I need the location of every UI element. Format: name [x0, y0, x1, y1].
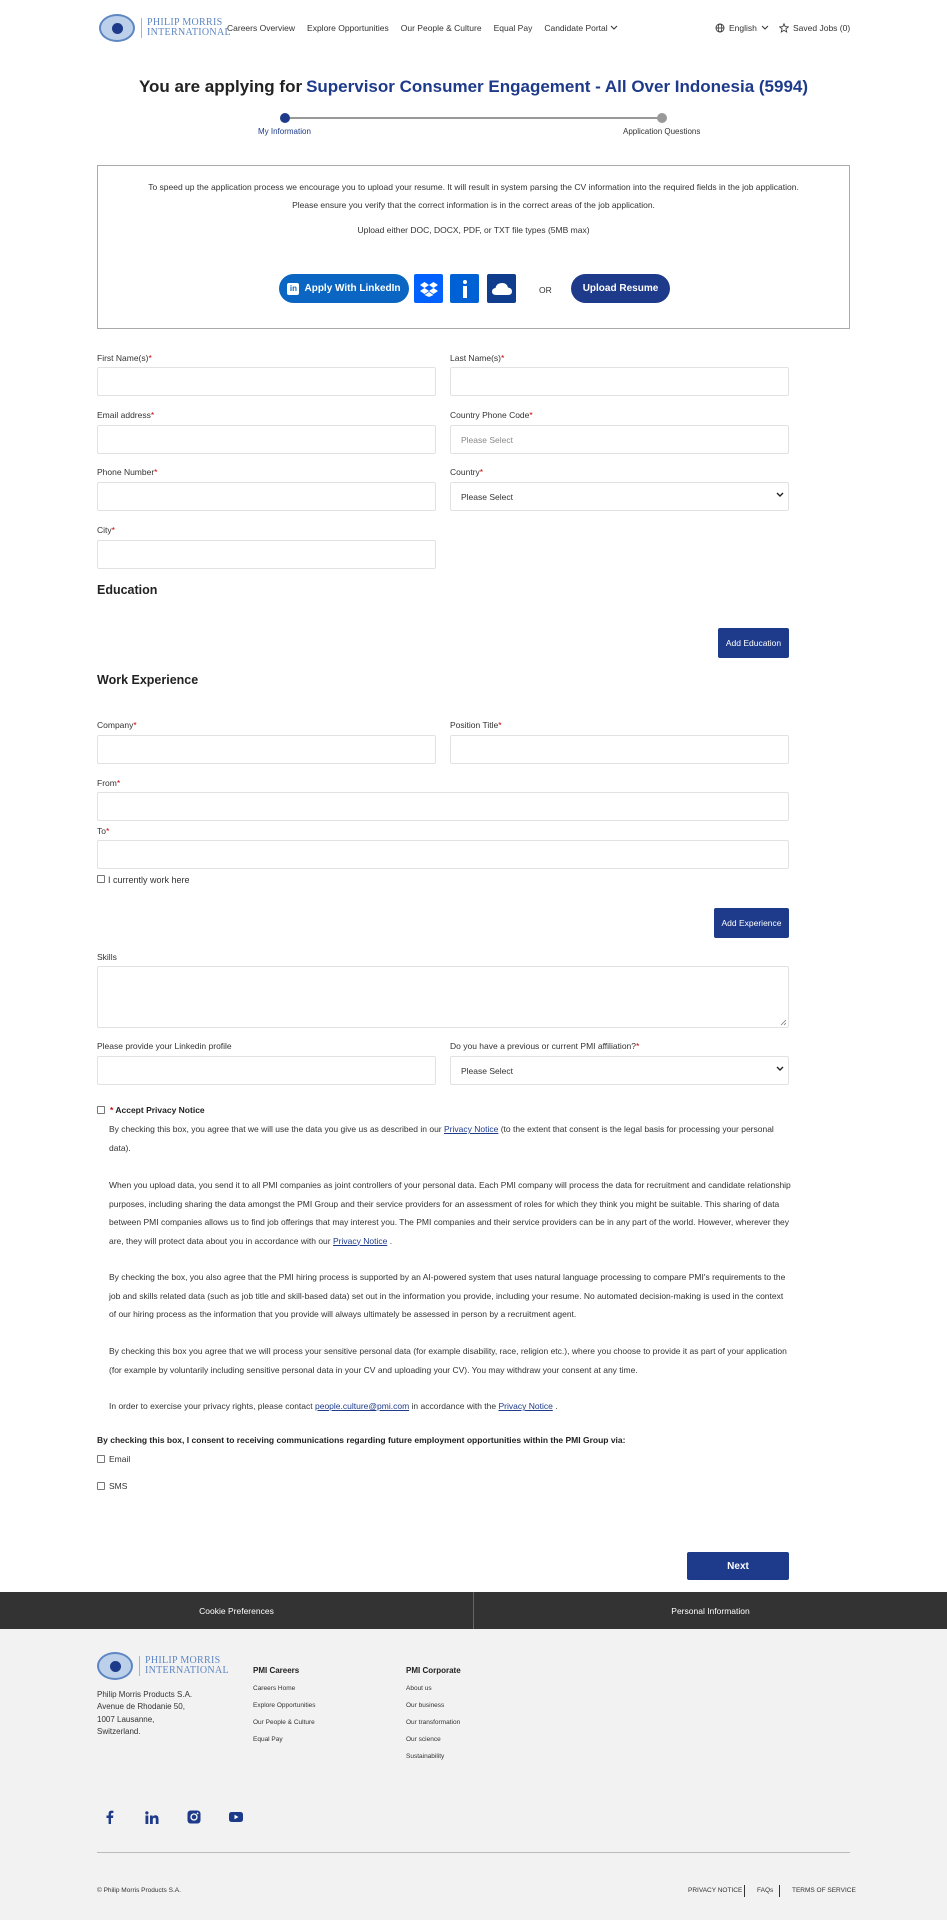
footer-link-our-business[interactable]: Our business [406, 1702, 445, 1709]
linkedin-icon: in [287, 283, 299, 295]
privacy-paragraph-3: By checking the box, you also agree that the PMI hiring process is supported by an AI-powered system that uses natural language processing to compare PMI's requirements to the job and skills related data (such as job title and skill-based data) set out in the information you provide, including your resume. No automated decision-making is used in the context of our hiring process as the information that you provide will always ultimately be assessed in person by a recruitment agent. [109, 1272, 786, 1319]
phone-input[interactable] [97, 482, 436, 511]
country-label: Country* [450, 467, 484, 477]
linkedin-icon [145, 1811, 159, 1824]
nav-careers-overview[interactable]: Careers Overview [227, 23, 296, 33]
footer-link-careers-home[interactable]: Careers Home [253, 1685, 296, 1692]
linkedin-profile-input[interactable] [97, 1056, 436, 1085]
box-button[interactable] [450, 274, 479, 303]
saved-jobs-link[interactable]: Saved Jobs (0) [779, 23, 850, 33]
logo-text: PHILIP MORRIS INTERNATIONAL [139, 1656, 229, 1676]
youtube-link[interactable] [228, 1809, 244, 1825]
footer-link-people-culture[interactable]: Our People & Culture [253, 1719, 315, 1726]
instagram-link[interactable] [186, 1809, 202, 1825]
step-dot [657, 113, 667, 123]
nav-explore-opportunities[interactable]: Explore Opportunities [307, 23, 389, 33]
privacy-notice-link[interactable]: Privacy Notice [444, 1124, 499, 1134]
resume-upload-panel [97, 165, 850, 329]
upload-file-types: Upload either DOC, DOCX, PDF, or TXT file types (5MB max) [357, 225, 590, 235]
privacy-paragraph-1: By checking this box, you agree that we will use the data you give us as described in our Privacy Notice (to the extent that consent is the legal basis for processing your personal data). [109, 1124, 774, 1153]
chevron-down-icon [610, 25, 618, 31]
add-experience-button[interactable]: Add Experience [714, 908, 789, 938]
footer-link-divider [779, 1885, 780, 1897]
accept-privacy-title: * Accept Privacy Notice [110, 1105, 205, 1115]
instagram-icon [187, 1810, 201, 1824]
language-selector[interactable]: English [715, 23, 769, 33]
city-input[interactable] [97, 540, 436, 569]
nav-people-culture[interactable]: Our People & Culture [400, 23, 482, 33]
main-nav [227, 23, 618, 33]
personal-information-button[interactable]: Personal Information [671, 1605, 750, 1616]
education-heading: Education [97, 583, 158, 597]
footer-link-divider [744, 1885, 745, 1897]
footer-faqs-link[interactable]: FAQs [757, 1887, 774, 1894]
privacy-paragraph-4: By checking this box you agree that we will process your sensitive personal data (for example disability, race, religion etc.), where you choose to provide it as part of your application (for example by voluntarily including sensitive personal data in your CV and uploading your CV). You may withdraw your consent at any time. [109, 1346, 787, 1375]
chevron-down-icon [776, 492, 784, 498]
page-title: You are applying for Supervisor Consumer Engagement - All Over Indonesia (5994) [138, 77, 809, 96]
nav-equal-pay[interactable]: Equal Pay [493, 23, 533, 33]
upload-resume-button[interactable]: Upload Resume [571, 274, 670, 303]
facebook-link[interactable] [102, 1809, 118, 1825]
from-label: From* [97, 778, 121, 788]
chevron-down-icon [776, 1066, 784, 1072]
last-name-input[interactable] [450, 367, 789, 396]
stepper-track [285, 117, 662, 119]
cookie-bar [0, 1592, 947, 1629]
country-phone-code-label: Country Phone Code* [450, 410, 533, 420]
box-icon [461, 279, 469, 299]
pmi-affiliation-label: Do you have a previous or current PMI affiliation?* [450, 1041, 640, 1051]
accept-privacy-checkbox[interactable] [97, 1106, 105, 1114]
dropbox-icon [420, 281, 438, 297]
footer-pmi-logo[interactable] [97, 1652, 229, 1680]
privacy-notice-link[interactable]: Privacy Notice [498, 1401, 553, 1411]
country-phone-code-select[interactable]: Please Select [450, 425, 789, 454]
footer-link-our-transformation[interactable]: Our transformation [406, 1719, 461, 1726]
privacy-paragraph-5: In order to exercise your privacy rights, please contact people.culture@pmi.com in accordance with the Privacy Notice . [109, 1401, 558, 1411]
position-title-label: Position Title* [450, 720, 502, 730]
onedrive-button[interactable] [487, 274, 516, 303]
from-date-input[interactable] [97, 792, 789, 821]
skills-textarea[interactable] [97, 966, 789, 1028]
copyright: © Philip Morris Products S.A. [97, 1887, 181, 1894]
step-dot-active [280, 113, 290, 123]
star-icon [779, 23, 789, 33]
nav-candidate-portal[interactable]: Candidate Portal [544, 23, 618, 33]
footer-link-sustainability[interactable]: Sustainability [406, 1753, 445, 1760]
pmi-seal-icon [99, 14, 135, 42]
city-label: City* [97, 525, 115, 535]
footer-link-equal-pay[interactable]: Equal Pay [253, 1736, 283, 1743]
footer-address: Philip Morris Products S.A. Avenue de Rhodanie 50, 1007 Lausanne, Switzerland. [97, 1690, 193, 1736]
linkedin-profile-label: Please provide your Linkedin profile [97, 1041, 232, 1051]
phone-label: Phone Number* [97, 467, 158, 477]
privacy-notice-link[interactable]: Privacy Notice [332, 1235, 388, 1246]
footer-privacy-notice-link[interactable]: PRIVACY NOTICE [688, 1887, 743, 1894]
globe-icon [715, 23, 725, 33]
to-label: To* [97, 826, 110, 836]
currently-work-here-label: I currently work here [108, 875, 190, 885]
add-education-button[interactable]: Add Education [718, 628, 789, 658]
footer-careers-heading: PMI Careers [253, 1666, 300, 1675]
currently-work-here-checkbox[interactable] [97, 875, 105, 883]
footer-link-about-us[interactable]: About us [406, 1685, 432, 1692]
last-name-label: Last Name(s)* [450, 353, 505, 363]
upload-instructions: To speed up the application process we encourage you to upload your resume. It will result in system parsing the CV information into the required fields in the job application. [148, 182, 799, 192]
consent-email-checkbox[interactable] [97, 1455, 105, 1463]
company-input[interactable] [97, 735, 436, 764]
company-label: Company* [97, 720, 137, 730]
youtube-icon [229, 1812, 243, 1822]
facebook-icon [106, 1810, 114, 1824]
position-title-input[interactable] [450, 735, 789, 764]
pmi-seal-icon [97, 1652, 133, 1680]
first-name-label: First Name(s)* [97, 353, 152, 363]
consent-heading: By checking this box, I consent to receiving communications regarding future employment opportunities within the PMI Group via: [97, 1435, 626, 1445]
consent-email-label: Email [109, 1454, 131, 1464]
apply-with-linkedin-button[interactable]: in Apply With LinkedIn [279, 274, 409, 303]
next-button[interactable]: Next [687, 1552, 789, 1580]
skills-label: Skills [97, 952, 117, 962]
footer-terms-link[interactable]: TERMS OF SERVICE [792, 1887, 856, 1894]
consent-sms-checkbox[interactable] [97, 1482, 105, 1490]
footer-corporate-heading: PMI Corporate [406, 1666, 461, 1675]
email-input[interactable] [97, 425, 436, 454]
cloud-icon [491, 282, 513, 296]
footer [0, 1629, 947, 1920]
upload-verify-note: Please ensure you verify that the correct information is in the correct areas of the job application. [292, 200, 655, 210]
email-label: Email address* [97, 410, 155, 420]
linkedin-link[interactable] [144, 1809, 160, 1825]
footer-divider [97, 1852, 850, 1853]
dropbox-button[interactable] [414, 274, 443, 303]
step-my-information[interactable]: My Information [258, 127, 311, 136]
country-select[interactable]: Please Select [450, 482, 789, 511]
pmi-affiliation-select[interactable]: Please Select [450, 1056, 789, 1085]
chevron-down-icon [761, 25, 769, 31]
footer-link-explore-opportunities[interactable]: Explore Opportunities [253, 1702, 316, 1709]
cookie-preferences-button[interactable]: Cookie Preferences [199, 1605, 274, 1616]
job-title: Supervisor Consumer Engagement - All Over Indonesia (5994) [306, 77, 809, 96]
consent-sms-label: SMS [109, 1481, 128, 1491]
pmi-logo[interactable] [99, 14, 231, 42]
contact-email-link[interactable]: people.culture@pmi.com [315, 1401, 410, 1411]
step-application-questions[interactable]: Application Questions [623, 127, 701, 136]
privacy-paragraph-2: When you upload data, you send it to all PMI companies as joint controllers of your personal data. Each PMI company will process the data for recruitment and candidate relationship purposes, including sharing the data amongst the PMI Group and their service providers for an assessment of roles for which they think you might be suitable. This sharing of data between PMI companies allows us to find job offerings that may interest you. The PMI companies and their service providers can be in any part of the world. However, wherever they are, they will protect data about you in accordance with our Privacy Notice . [109, 1180, 791, 1246]
logo-text: PHILIP MORRIS INTERNATIONAL [141, 18, 231, 38]
to-date-input[interactable] [97, 840, 789, 869]
or-separator: OR [539, 285, 552, 295]
work-experience-heading: Work Experience [97, 673, 199, 687]
first-name-input[interactable] [97, 367, 436, 396]
footer-link-our-science[interactable]: Our science [406, 1736, 441, 1743]
resize-handle-icon [780, 1019, 787, 1026]
